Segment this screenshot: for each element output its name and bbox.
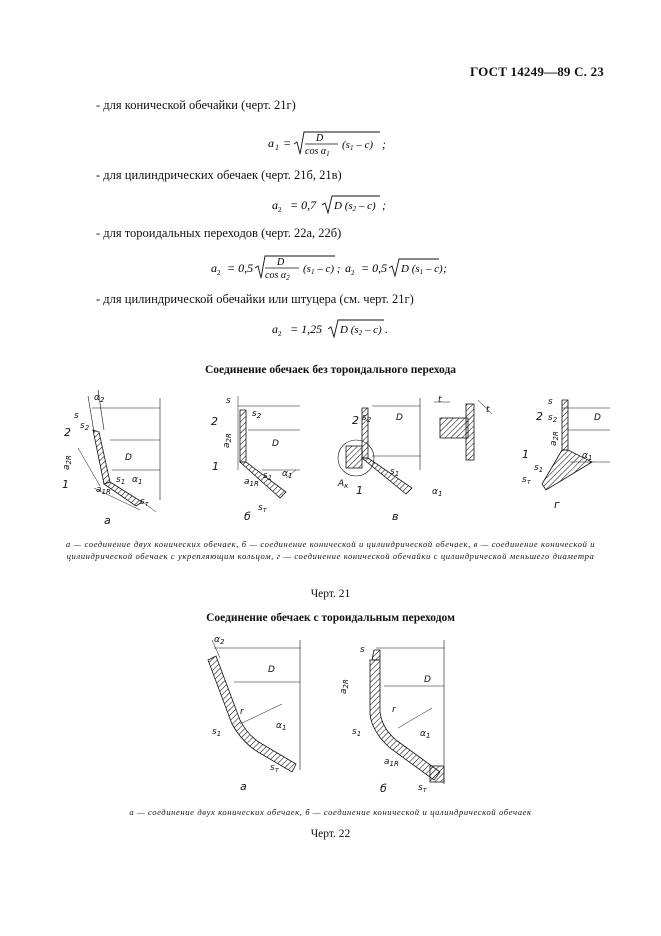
svg-text:;: ;: [443, 261, 447, 275]
svg-text:α2: $\alpha_2$: [214, 635, 225, 646]
svg-text:D: D: [268, 665, 275, 675]
svg-text:sт: $s_т$: [140, 497, 149, 508]
svg-text:1: 1: [356, 484, 363, 497]
bullet-cylindrical-shells: - для цилиндрических обечаек (черт. 21б, 21в): [96, 168, 342, 182]
svg-text:2: 2: [352, 414, 359, 427]
page-header: ГОСТ 14249—89 С. 23: [470, 64, 604, 79]
figure21-heading: Соединение обечаек без тороидального перехода: [204, 364, 457, 376]
svg-text:s1: $s_1$: [212, 727, 222, 738]
svg-text:a2R: $a_{2R}$: [549, 431, 560, 446]
svg-text:sт: $s_т$: [522, 475, 531, 486]
svg-text:r: r: [240, 707, 244, 717]
svg-text:a: a: [268, 136, 274, 150]
figure21-caption: а — соединение двух конических обечаек, б — соединение конической и цилиндрической обечаек, в — соединение конической и цилиндрической обечаек с укрепляющим кольцом, г — соединение конической обечайки с цилиндрической меньшего диаметра: [65, 539, 596, 561]
bullet-toroidal-transitions: - для тороидальных переходов (черт. 22а, 22б): [96, 226, 342, 240]
svg-text:a2: $a_2$: [211, 261, 221, 277]
svg-text:D (s1 – c): D (s1 – c): [401, 263, 443, 276]
figure21-v-sub: в: [392, 510, 399, 523]
svg-text:1: 1: [275, 143, 279, 152]
svg-text:2: 2: [64, 426, 71, 439]
bullet-cylinder-or-nozzle: - для цилиндрической обечайки или штуцера (см. черт. 21г): [96, 292, 414, 306]
figure21-v-drawing: [337, 395, 492, 523]
svg-text:(s1 – c): (s1 – c): [342, 139, 373, 152]
svg-text:= 0,7: = 0,7: [290, 198, 317, 212]
svg-text:2: 2: [536, 410, 543, 423]
bullet-conical-shell: - для конической обечайки (черт. 21г): [96, 98, 296, 112]
svg-text:r: r: [392, 705, 396, 715]
svg-text:α1: $\alpha_1$: [582, 451, 593, 462]
figure22-b-drawing: [339, 640, 444, 795]
svg-text:D (s2 – c): D (s2 – c): [334, 200, 376, 213]
svg-text:a2: $a_2$: [272, 198, 282, 214]
svg-text:D: D: [125, 453, 132, 463]
svg-text:1: 1: [522, 448, 529, 461]
svg-text:2: 2: [211, 415, 218, 428]
svg-text:cos α1: $\cos \alpha_1$: [305, 146, 330, 158]
svg-text:s1: $s_1$: [352, 727, 362, 738]
svg-text:D: D: [424, 675, 431, 685]
svg-text:sт: $s_т$: [270, 763, 279, 774]
svg-text:D: D: [396, 413, 403, 423]
svg-text:α1: $\alpha_1$: [276, 721, 287, 732]
svg-text:;: ;: [382, 137, 386, 151]
svg-text:s2: $s_2$: [362, 413, 372, 424]
svg-text:sт: $s_т$: [418, 783, 427, 794]
svg-text:s2: $s_2$: [548, 413, 558, 424]
svg-text:= 1,25: = 1,25: [290, 322, 323, 336]
figure22-label: Черт. 22: [310, 828, 351, 840]
svg-text:s: s: [360, 645, 365, 655]
svg-text:1: 1: [212, 460, 219, 473]
svg-text:= 0,5: = 0,5: [361, 261, 388, 275]
figure22-a-drawing: [208, 635, 300, 793]
figure22-a-sub: а: [240, 780, 247, 793]
svg-text:s: s: [74, 411, 79, 421]
svg-text:s2: $s_2$: [80, 421, 90, 432]
svg-text:s: s: [226, 396, 231, 406]
svg-text:a2: $a_2$: [272, 322, 282, 338]
svg-text:;: ;: [382, 198, 386, 212]
svg-text:=: =: [283, 136, 292, 150]
figure21-g-drawing: [522, 397, 610, 511]
svg-text:a2: $a_2$: [345, 261, 355, 277]
svg-text:s1: $s_1$: [390, 467, 400, 478]
svg-text:a2R: $a_{2R}$: [222, 433, 233, 448]
svg-text:a1R: $a_{1R}$: [96, 485, 111, 496]
svg-text:α1: $\alpha_1$: [420, 729, 431, 740]
svg-text:s2: $s_2$: [252, 409, 262, 420]
svg-text:D: D: [272, 439, 279, 449]
svg-text:D: D: [277, 257, 285, 268]
figure22-heading: Соединение обечаек с тороидальным переходом: [206, 612, 455, 624]
label-alpha2-21a: $\alpha_2$: [94, 393, 105, 404]
svg-text:s1: $s_1$: [534, 463, 544, 474]
svg-text:t: t: [486, 405, 490, 415]
svg-text:t: t: [438, 395, 442, 405]
svg-text:α1: $\alpha_1$: [432, 487, 443, 498]
svg-text:1: 1: [62, 478, 69, 491]
svg-text:s1: $s_1$: [263, 471, 273, 482]
figure22-caption: а — соединение двух конических обечаек, б — соединение конической и цилиндрической обечаек: [129, 807, 532, 817]
svg-text:Aк: $A_к$: [338, 479, 349, 490]
figure21-label: Черт. 21: [310, 588, 351, 600]
figure22-b-sub: б: [380, 782, 387, 795]
svg-text:(s1 – c) ;: (s1 – c) ;: [303, 263, 341, 276]
figure21-a-drawing: [62, 390, 160, 527]
svg-text:= 0,5: = 0,5: [227, 261, 254, 275]
svg-text:a2R: $a_{2R}$: [339, 679, 350, 694]
figure21-b-sub: б: [244, 510, 251, 523]
svg-text:s1: $s_1$: [116, 475, 126, 486]
svg-text:α1: $\alpha_1$: [282, 469, 293, 480]
svg-text:sт: $s_т$: [258, 503, 267, 514]
svg-text:s: s: [548, 397, 553, 407]
svg-text:α1: $\alpha_1$: [132, 475, 143, 486]
svg-text:D: D: [316, 133, 324, 144]
figure21-b-drawing: [211, 396, 300, 523]
svg-text:cos α2: $\cos \alpha_2$: [265, 270, 290, 282]
svg-text:a1R: $a_{1R}$: [384, 757, 399, 768]
svg-text:a2R: $a_{2R}$: [62, 455, 73, 470]
figure21-a-sub: а: [104, 514, 111, 527]
svg-text:.: .: [385, 322, 388, 336]
figure21-g-sub: г: [554, 498, 560, 511]
svg-text:D: D: [594, 413, 601, 423]
svg-text:D (s2 – c): D (s2 – c): [340, 324, 382, 337]
svg-text:a1R: $a_{1R}$: [244, 477, 259, 488]
